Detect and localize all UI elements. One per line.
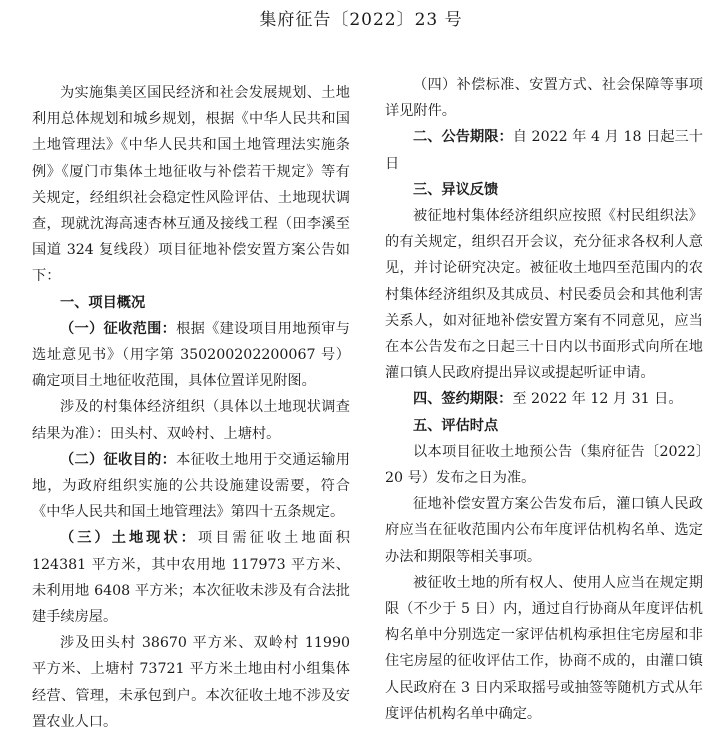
purpose-paragraph	[32, 447, 350, 526]
land-status-label: （三）土地现状：	[60, 530, 198, 547]
section-heading-valuation-time: 五、评估时点	[413, 417, 499, 434]
land-status-text: 项目需征收土地面积 124381 平方米，其中农用地 117973 平方米、未利用地 6408 平方米；本次征收未涉及有合法批建手续房屋。	[32, 530, 350, 626]
owners-paragraph: 被征收土地的所有权人、使用人应当在规定期限（不少于 5 日）内，通过自行协商从年度评估机构名单中分别选定一家评估机构承担住宅房屋和非住宅房屋的征收评估工作，协商不成的，由灌口镇人民政府在 3 日内采取摇号或抽签等随机方式从年度评估机构名单中确定。	[385, 574, 703, 722]
valuation-time-paragraph: 以本项目征收土地预公告（集府征告〔2022〕20 号）发布之日为准。	[385, 443, 703, 487]
purpose-text: 本征收土地用于交通运输用地，为政府组织实施的公共设施建设需要，符合《中华人民共和国土地管理法》第四十五条规定。	[32, 451, 350, 521]
section-heading-objection: 三、异议反馈	[413, 181, 499, 198]
signing-period-paragraph	[385, 386, 703, 412]
signing-period-text: 至 2022 年 12 月 31 日。	[512, 391, 683, 408]
right-column	[385, 72, 703, 727]
compensation-paragraph: （四）补偿标准、安置方式、社会保障等事项详见附件。	[385, 77, 703, 120]
land-status-paragraph	[32, 525, 350, 630]
purpose-label: （二）征收目的：	[60, 451, 177, 468]
signing-period-label: 四、签约期限：	[413, 391, 513, 408]
notice-period-label: 二、公告期限：	[413, 129, 513, 146]
document-number: 集府征告〔2022〕23 号	[259, 10, 463, 30]
scope-text: 根据《建设项目用地预审与选址意见书》（用字第 350200202200067 号）确定项目土地征收范围，具体位置详见附图。	[32, 320, 350, 390]
land-detail-paragraph: 涉及田头村 38670 平方米、双岭村 11990 平方米、上塘村 73721 平方米土地由村小组集体经营、管理，未承包到户。本次征收土地不涉及安置农业人口。	[32, 635, 350, 730]
notice-period-paragraph	[385, 124, 703, 176]
publish-paragraph: 征地补偿安置方案公告发布后，灌口镇人民政府应当在征收范围内公布年度评估机构名单、选定办法和期限等相关事项。	[385, 496, 703, 565]
scope-label: （一）征收范围：	[60, 320, 177, 337]
intro-paragraph: 为实施集美区国民经济和社会发展规划、土地利用总体规划和城乡规划，根据《中华人民共和国土地管理法》《中华人民共和国土地管理法实施条例》《厦门市集体土地征收与补偿若干规定》等有关规定，经组织社会稳定性风险评估、土地现状调查，现就沈海高速杏林互通及接线工程（田李溪至国道 324 复线段）项目征地补偿安置方案公告如下：	[32, 85, 350, 285]
section-heading-project-overview: 一、项目概况	[60, 294, 146, 311]
left-column	[32, 80, 350, 735]
villages-paragraph: 涉及的村集体经济组织（具体以土地现状调查结果为准）：田头村、双岭村、上塘村。	[32, 399, 350, 442]
notice-period-text: 自 2022 年 4 月 18 日起三十日	[385, 129, 703, 172]
scope-paragraph	[32, 316, 350, 395]
objection-paragraph: 被征地村集体经济组织应按照《村民组织法》的有关规定，组织召开会议，充分征求各权利人意见，并讨论研究决定。被征收土地四至范围内的农村集体经济组织及其成员、村民委员会和其他利害关系人，如对征地补偿安置方案有不同意见，应当在本公告发布之日起三十日内以书面形式向所在地灌口镇人民政府提出异议或提起听证申请。	[385, 208, 703, 382]
